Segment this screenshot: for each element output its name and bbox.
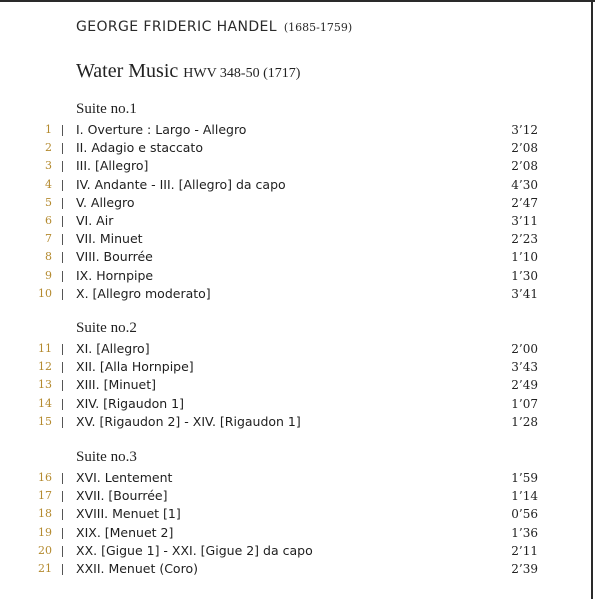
top-border: [0, 0, 595, 2]
separator-bar: [62, 546, 63, 557]
track-duration: 2’23: [511, 232, 538, 247]
track-number: 9: [45, 268, 52, 282]
track-row: [0, 469, 595, 487]
track-duration: 2’00: [511, 342, 538, 356]
track-title: V. Allegro: [76, 194, 135, 210]
separator-bar: [62, 473, 63, 484]
separator-bar: [62, 161, 63, 172]
track-number: 7: [45, 232, 52, 246]
suite-title: Suite no.2: [76, 320, 137, 336]
track-title: XIV. [Rigaudon 1]: [76, 395, 184, 411]
track-number: 19: [38, 525, 52, 539]
track-duration: 1’14: [511, 489, 538, 504]
track-duration: 4’30: [511, 177, 538, 192]
track-duration: 0’56: [511, 507, 538, 522]
track-duration: 1’07: [511, 396, 538, 411]
separator-bar: [62, 380, 63, 391]
track-duration: 3’43: [511, 360, 538, 375]
separator-bar: [62, 491, 63, 502]
track-row: [0, 487, 595, 505]
track-number: 21: [38, 562, 52, 575]
track-number: 8: [45, 250, 52, 264]
track-title: XVIII. Menuet [1]: [76, 506, 181, 522]
track-number: 10: [38, 286, 52, 300]
track-title: XXII. Menuet (Coro): [76, 561, 198, 576]
track-number: 4: [45, 177, 52, 191]
track-row: [0, 505, 595, 523]
track-row: [0, 230, 595, 248]
track-row: [0, 285, 595, 303]
track-number: 5: [45, 195, 52, 209]
track-duration: 1’36: [511, 525, 538, 540]
separator-bar: [62, 344, 63, 355]
separator-bar: [62, 180, 63, 191]
track-row: [0, 194, 595, 212]
track-duration: 1’28: [511, 414, 538, 429]
track-duration: 2’08: [511, 159, 538, 174]
separator-bar: [62, 564, 63, 575]
track-number: 6: [45, 214, 52, 227]
track-number: 17: [38, 489, 52, 503]
track-row: [0, 248, 595, 266]
track-duration: 2’08: [511, 141, 538, 156]
track-title: XIII. [Minuet]: [76, 377, 157, 393]
separator-bar: [62, 234, 63, 245]
track-title: IV. Andante - III. [Allegro] da capo: [76, 176, 286, 192]
separator-bar: [62, 143, 63, 154]
composer-name: GEORGE FRIDERIC HANDEL: [76, 19, 278, 35]
track-row: [0, 560, 595, 578]
track-duration: 3’12: [511, 123, 538, 137]
track-row: [0, 267, 595, 285]
separator-bar: [62, 252, 63, 263]
track-title: XX. [Gigue 1] - XXI. [Gigue 2] da capo: [76, 542, 313, 558]
track-row: [0, 358, 595, 376]
separator-bar: [62, 125, 63, 136]
track-number: 1: [45, 123, 52, 136]
track-duration: 2’47: [511, 195, 538, 210]
track-duration: 3’41: [511, 286, 538, 301]
track-title: VII. Minuet: [76, 231, 143, 247]
track-row: [0, 376, 595, 394]
track-number: 11: [38, 342, 52, 355]
track-row: [0, 340, 595, 358]
track-number: 12: [38, 360, 52, 374]
track-duration: 1’59: [511, 471, 538, 485]
track-duration: 1’10: [511, 250, 538, 265]
track-number: 16: [38, 471, 52, 484]
track-row: [0, 542, 595, 560]
track-duration: 2’39: [511, 562, 538, 576]
suite-title: Suite no.3: [76, 449, 137, 465]
track-number: 3: [45, 159, 52, 173]
track-number: 15: [38, 414, 52, 428]
track-number: 18: [38, 507, 52, 521]
separator-bar: [62, 399, 63, 410]
separator-bar: [62, 362, 63, 373]
track-duration: 1’30: [511, 268, 538, 283]
track-row: [0, 139, 595, 157]
separator-bar: [62, 417, 63, 428]
track-title: XII. [Alla Hornpipe]: [76, 359, 194, 375]
track-title: XVII. [Bourrée]: [76, 488, 168, 504]
separator-bar: [62, 216, 63, 227]
composer-heading: [76, 19, 352, 35]
track-row: [0, 121, 595, 139]
track-title: XIX. [Menuet 2]: [76, 524, 174, 540]
track-title: III. [Allegro]: [76, 158, 149, 174]
track-duration: 2’11: [511, 543, 538, 558]
track-title: XV. [Rigaudon 2] - XIV. [Rigaudon 1]: [76, 413, 301, 429]
track-row: [0, 524, 595, 542]
track-row: [0, 395, 595, 413]
track-row: [0, 212, 595, 230]
separator-bar: [62, 528, 63, 539]
separator-bar: [62, 289, 63, 300]
work-title: [76, 60, 300, 83]
track-title: XI. [Allegro]: [76, 341, 150, 356]
work-name: Water Music: [76, 60, 179, 82]
work-catalog: HWV 348-50 (1717): [183, 66, 301, 81]
separator-bar: [62, 509, 63, 520]
track-title: I. Overture : Largo - Allegro: [76, 122, 247, 137]
track-duration: 3’11: [511, 214, 538, 228]
track-title: VI. Air: [76, 213, 114, 228]
track-row: [0, 413, 595, 431]
track-duration: 2’49: [511, 378, 538, 393]
track-title: II. Adagio e staccato: [76, 140, 203, 156]
track-number: 20: [38, 543, 52, 557]
track-row: [0, 157, 595, 175]
track-title: XVI. Lentement: [76, 470, 173, 485]
track-row: [0, 176, 595, 194]
suite-title: Suite no.1: [76, 101, 137, 117]
track-number: 13: [38, 378, 52, 392]
separator-bar: [62, 198, 63, 209]
composer-dates: (1685-1759): [283, 21, 353, 34]
track-number: 2: [45, 141, 52, 155]
separator-bar: [62, 271, 63, 282]
track-title: VIII. Bourrée: [76, 249, 153, 265]
track-number: 14: [38, 396, 52, 410]
track-title: X. [Allegro moderato]: [76, 285, 211, 301]
track-title: IX. Hornpipe: [76, 267, 154, 283]
